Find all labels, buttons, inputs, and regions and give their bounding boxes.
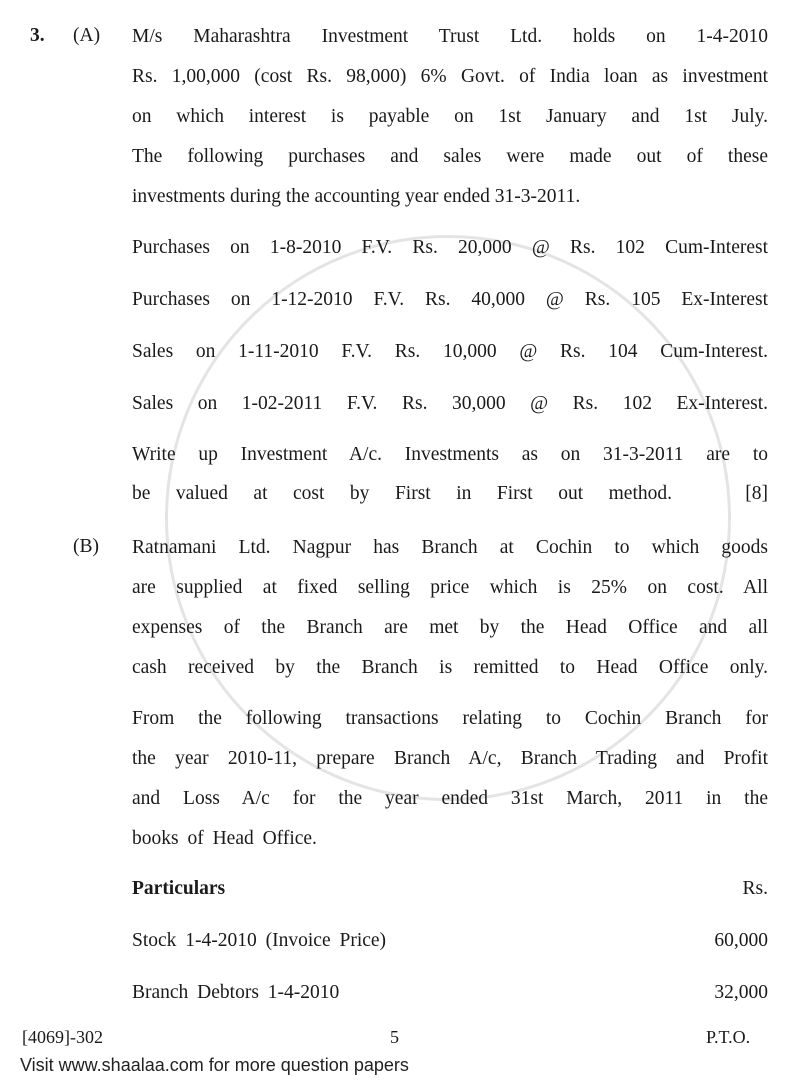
visit-banner-link[interactable]: Visit www.shaalaa.com for more question papers: [20, 1055, 409, 1075]
part-a-label: (A): [73, 25, 101, 46]
part-a-line: The following purchases and sales were made out of these: [132, 146, 768, 167]
part-a-line: investments during the accounting year ended 31-3-2011.: [132, 186, 581, 207]
transaction-line: Sales on 1-11-2010 F.V. Rs. 10,000 @ Rs. 104 Cum-Interest.: [132, 341, 768, 362]
row-amount: 32,000: [714, 982, 768, 1003]
instruction-line: be valued at cost by First in First out method.: [132, 483, 672, 504]
page-number: 5: [390, 1027, 399, 1047]
part-b-label: (B): [73, 536, 99, 557]
transaction-line: Sales on 1-02-2011 F.V. Rs. 30,000 @ Rs. 102 Ex-Interest.: [132, 393, 768, 414]
instruction-line: and Loss A/c for the year ended 31st March, 2011 in the: [132, 788, 768, 809]
part-a-line: M/s Maharashtra Investment Trust Ltd. holds on 1-4-2010: [132, 26, 768, 47]
table-row: [132, 982, 768, 1004]
instruction-line-with-marks: [132, 483, 768, 505]
row-particular: Branch Debtors 1-4-2010: [132, 982, 340, 1003]
part-b-line: are supplied at fixed selling price which is 25% on cost. All: [132, 577, 768, 598]
part-b-line: Ratnamani Ltd. Nagpur has Branch at Cochin to which goods: [132, 537, 768, 558]
instruction-line: the year 2010-11, prepare Branch A/c, Branch Trading and Profit: [132, 748, 768, 769]
part-b-line: expenses of the Branch are met by the Head Office and all: [132, 617, 768, 638]
row-particular: Stock 1-4-2010 (Invoice Price): [132, 930, 387, 951]
pto: P.T.O.: [706, 1027, 751, 1047]
paper-code: [4069]-302: [22, 1027, 103, 1047]
table-row: [132, 930, 768, 952]
header-particulars: Particulars: [132, 878, 226, 899]
table-header: [132, 878, 768, 900]
header-amount: Rs.: [742, 878, 768, 899]
marks: [8]: [745, 483, 768, 504]
part-b-line: cash received by the Branch is remitted to Head Office only.: [132, 657, 768, 678]
row-amount: 60,000: [714, 930, 768, 951]
question-number: 3.: [30, 25, 45, 46]
instruction-line: books of Head Office.: [132, 828, 317, 849]
instruction-line: From the following transactions relating to Cochin Branch for: [132, 708, 768, 729]
instruction-line: Write up Investment A/c. Investments as on 31-3-2011 are to: [132, 444, 768, 465]
transaction-line: Purchases on 1-8-2010 F.V. Rs. 20,000 @ Rs. 102 Cum-Interest: [132, 237, 768, 258]
part-a-line: Rs. 1,00,000 (cost Rs. 98,000) 6% Govt. of India loan as investment: [132, 66, 768, 87]
part-a-line: on which interest is payable on 1st January and 1st July.: [132, 106, 768, 127]
transaction-line: Purchases on 1-12-2010 F.V. Rs. 40,000 @ Rs. 105 Ex-Interest: [132, 289, 768, 310]
